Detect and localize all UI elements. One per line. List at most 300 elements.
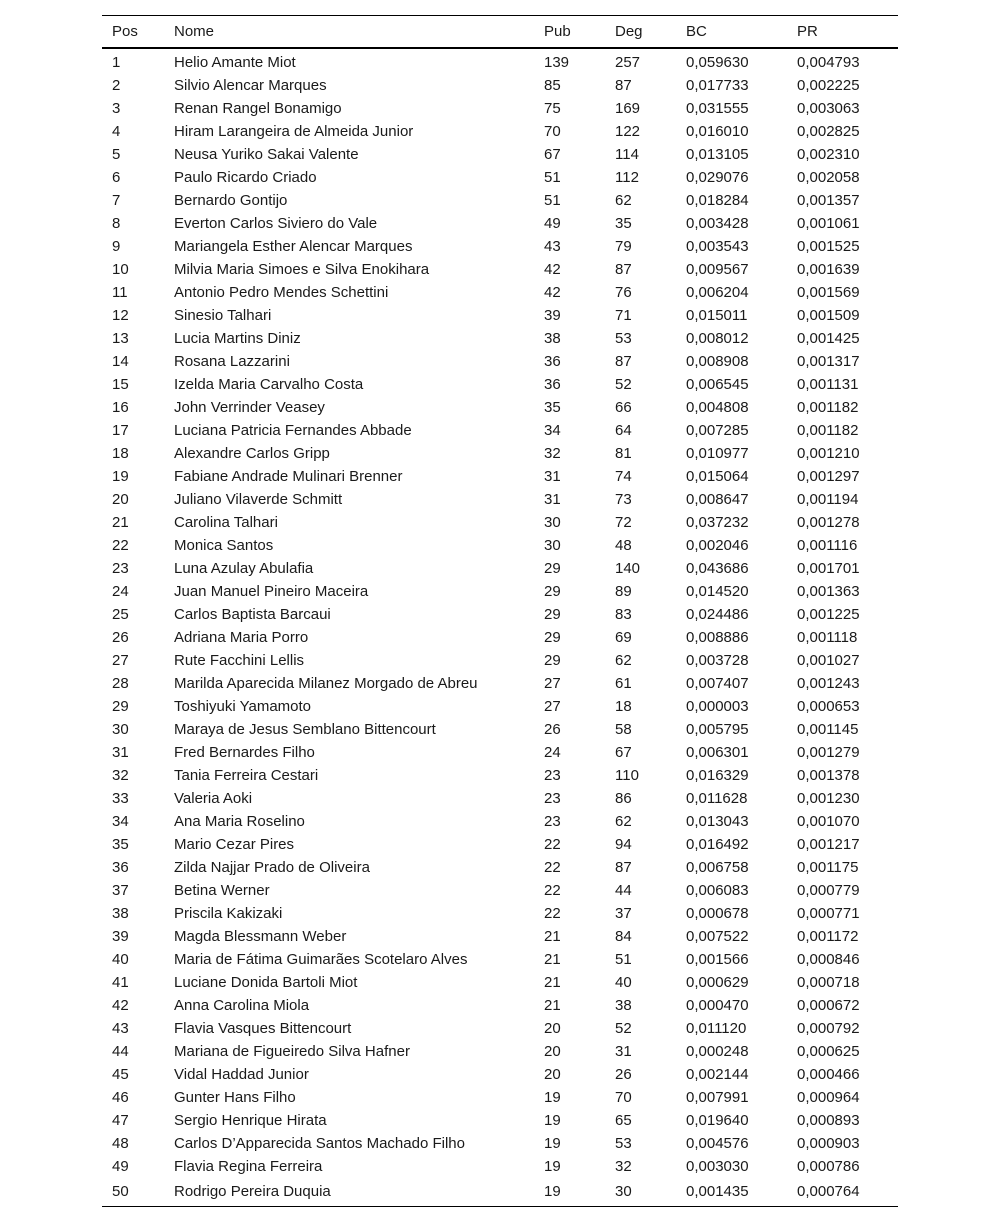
ranking-table xyxy=(102,15,898,1207)
table-row xyxy=(102,741,898,764)
cell-bc: 0,007285 xyxy=(686,422,749,439)
cell-pub: 36 xyxy=(544,353,561,370)
table-row xyxy=(102,1017,898,1040)
cell-pub: 30 xyxy=(544,537,561,554)
cell-pos: 50 xyxy=(112,1182,129,1200)
cell-bc: 0,014520 xyxy=(686,583,749,600)
cell-pub: 29 xyxy=(544,560,561,577)
cell-pr: 0,000672 xyxy=(797,997,860,1014)
cell-deg: 58 xyxy=(615,721,632,738)
cell-deg: 61 xyxy=(615,675,632,692)
cell-nome: Adriana Maria Porro xyxy=(174,629,309,646)
cell-pos: 7 xyxy=(112,192,121,209)
header-bc: BC xyxy=(686,23,707,40)
table-row xyxy=(102,419,898,442)
cell-pos: 8 xyxy=(112,215,121,232)
cell-pr: 0,001210 xyxy=(797,445,860,462)
cell-deg: 70 xyxy=(615,1089,632,1106)
cell-bc: 0,016492 xyxy=(686,836,749,853)
cell-pub: 22 xyxy=(544,836,561,853)
cell-bc: 0,008012 xyxy=(686,330,749,347)
cell-bc: 0,011628 xyxy=(686,790,748,807)
table-row xyxy=(102,833,898,856)
cell-pr: 0,004793 xyxy=(797,54,860,71)
table-row xyxy=(102,1132,898,1155)
table-row xyxy=(102,557,898,580)
cell-bc: 0,004808 xyxy=(686,399,749,416)
table-row xyxy=(102,373,898,396)
table-row xyxy=(102,304,898,327)
cell-nome: Maria de Fátima Guimarães Scotelaro Alves xyxy=(174,951,468,968)
cell-deg: 65 xyxy=(615,1112,632,1129)
table-row xyxy=(102,948,898,971)
cell-pub: 21 xyxy=(544,997,561,1014)
cell-pr: 0,000779 xyxy=(797,882,860,899)
cell-pub: 32 xyxy=(544,445,561,462)
cell-deg: 51 xyxy=(615,951,632,968)
cell-pub: 24 xyxy=(544,744,561,761)
cell-pub: 38 xyxy=(544,330,561,347)
cell-bc: 0,006083 xyxy=(686,882,749,899)
table-row xyxy=(102,971,898,994)
cell-pr: 0,000893 xyxy=(797,1112,860,1129)
cell-pub: 20 xyxy=(544,1043,561,1060)
cell-nome: Helio Amante Miot xyxy=(174,54,296,71)
table-row xyxy=(102,1063,898,1086)
cell-nome: Fabiane Andrade Mulinari Brenner xyxy=(174,468,403,485)
cell-deg: 73 xyxy=(615,491,632,508)
cell-deg: 26 xyxy=(615,1066,632,1083)
cell-deg: 122 xyxy=(615,123,641,140)
cell-bc: 0,001566 xyxy=(686,951,749,968)
cell-pub: 75 xyxy=(544,100,561,117)
table-row xyxy=(102,97,898,120)
table-row xyxy=(102,1109,898,1132)
table-row xyxy=(102,1155,898,1178)
cell-pr: 0,000771 xyxy=(797,905,860,922)
cell-pr: 0,002825 xyxy=(797,123,860,140)
cell-pub: 22 xyxy=(544,905,561,922)
table-header xyxy=(102,16,898,49)
cell-pub: 34 xyxy=(544,422,561,439)
header-pub: Pub xyxy=(544,23,571,40)
cell-nome: Monica Santos xyxy=(174,537,274,554)
cell-nome: Carlos Baptista Barcaui xyxy=(174,606,331,623)
cell-deg: 40 xyxy=(615,974,632,991)
cell-pr: 0,002058 xyxy=(797,169,860,186)
table-row xyxy=(102,143,898,166)
cell-pos: 2 xyxy=(112,77,121,94)
cell-bc: 0,017733 xyxy=(686,77,749,94)
cell-nome: Paulo Ricardo Criado xyxy=(174,169,317,186)
table-row xyxy=(102,511,898,534)
cell-bc: 0,000678 xyxy=(686,905,749,922)
cell-nome: Zilda Najjar Prado de Oliveira xyxy=(174,859,370,876)
cell-pos: 4 xyxy=(112,123,121,140)
cell-pr: 0,000964 xyxy=(797,1089,860,1106)
table-row xyxy=(102,879,898,902)
cell-bc: 0,007407 xyxy=(686,675,749,692)
cell-pr: 0,001317 xyxy=(797,353,860,370)
cell-pub: 19 xyxy=(544,1135,561,1152)
cell-bc: 0,015011 xyxy=(686,307,748,324)
cell-pos: 23 xyxy=(112,560,129,577)
cell-pr: 0,001118 xyxy=(797,629,858,646)
cell-bc: 0,029076 xyxy=(686,169,749,186)
cell-bc: 0,019640 xyxy=(686,1112,749,1129)
cell-nome: Mario Cezar Pires xyxy=(174,836,295,853)
cell-pos: 47 xyxy=(112,1112,129,1129)
cell-bc: 0,008647 xyxy=(686,491,749,508)
cell-pr: 0,001525 xyxy=(797,238,860,255)
cell-pub: 22 xyxy=(544,882,561,899)
cell-deg: 64 xyxy=(615,422,632,439)
cell-deg: 257 xyxy=(615,54,641,71)
cell-pr: 0,001027 xyxy=(797,652,860,669)
table-row xyxy=(102,649,898,672)
cell-deg: 110 xyxy=(615,767,639,784)
table-row xyxy=(102,442,898,465)
cell-pr: 0,001278 xyxy=(797,514,860,531)
table-row xyxy=(102,327,898,350)
cell-pub: 29 xyxy=(544,629,561,646)
cell-bc: 0,006758 xyxy=(686,859,749,876)
cell-pr: 0,000466 xyxy=(797,1066,860,1083)
cell-nome: Luciane Donida Bartoli Miot xyxy=(174,974,358,991)
cell-pos: 26 xyxy=(112,629,129,646)
cell-deg: 169 xyxy=(615,100,641,117)
header-pr: PR xyxy=(797,23,818,40)
cell-pub: 23 xyxy=(544,790,561,807)
cell-deg: 35 xyxy=(615,215,632,232)
cell-pos: 1 xyxy=(112,54,121,71)
cell-pub: 27 xyxy=(544,675,561,692)
cell-deg: 87 xyxy=(615,353,632,370)
cell-pos: 29 xyxy=(112,698,129,715)
cell-deg: 18 xyxy=(615,698,632,715)
cell-deg: 67 xyxy=(615,744,632,761)
header-deg: Deg xyxy=(615,23,643,40)
cell-pr: 0,001279 xyxy=(797,744,860,761)
cell-pr: 0,001061 xyxy=(797,215,860,232)
cell-bc: 0,007991 xyxy=(686,1089,749,1106)
cell-bc: 0,003428 xyxy=(686,215,749,232)
cell-deg: 84 xyxy=(615,928,632,945)
cell-bc: 0,007522 xyxy=(686,928,749,945)
cell-deg: 81 xyxy=(615,445,632,462)
table-row xyxy=(102,603,898,626)
cell-nome: Carlos D’Apparecida Santos Machado Filho xyxy=(174,1135,465,1152)
table-row xyxy=(102,189,898,212)
cell-bc: 0,006204 xyxy=(686,284,749,301)
cell-deg: 74 xyxy=(615,468,632,485)
cell-nome: Maraya de Jesus Semblano Bittencourt xyxy=(174,721,436,738)
table-row xyxy=(102,396,898,419)
cell-pr: 0,001194 xyxy=(797,491,859,508)
cell-bc: 0,003543 xyxy=(686,238,749,255)
cell-bc: 0,006545 xyxy=(686,376,749,393)
cell-pr: 0,000653 xyxy=(797,698,860,715)
cell-nome: Tania Ferreira Cestari xyxy=(174,767,319,784)
cell-deg: 38 xyxy=(615,997,632,1014)
cell-pr: 0,001116 xyxy=(797,537,858,554)
cell-pos: 13 xyxy=(112,330,129,347)
cell-bc: 0,059630 xyxy=(686,54,749,71)
cell-pr: 0,001172 xyxy=(797,928,859,945)
cell-pos: 10 xyxy=(112,261,129,278)
cell-pos: 24 xyxy=(112,583,129,600)
cell-nome: Rute Facchini Lellis xyxy=(174,652,305,669)
cell-nome: Rodrigo Pereira Duquia xyxy=(174,1182,331,1200)
cell-deg: 79 xyxy=(615,238,632,255)
cell-deg: 62 xyxy=(615,652,632,669)
table-row xyxy=(102,994,898,1017)
table-row xyxy=(102,626,898,649)
cell-pos: 11 xyxy=(112,284,128,301)
cell-nome: Hiram Larangeira de Almeida Junior xyxy=(174,123,414,140)
cell-pos: 30 xyxy=(112,721,129,738)
cell-pos: 27 xyxy=(112,652,129,669)
cell-pos: 49 xyxy=(112,1158,129,1175)
cell-pub: 19 xyxy=(544,1182,561,1200)
cell-pub: 85 xyxy=(544,77,561,94)
cell-bc: 0,013043 xyxy=(686,813,749,830)
cell-deg: 87 xyxy=(615,859,632,876)
cell-nome: Vidal Haddad Junior xyxy=(174,1066,309,1083)
cell-deg: 52 xyxy=(615,376,632,393)
cell-bc: 0,000003 xyxy=(686,698,749,715)
cell-pr: 0,001297 xyxy=(797,468,860,485)
cell-pub: 43 xyxy=(544,238,561,255)
cell-pr: 0,001243 xyxy=(797,675,860,692)
cell-pos: 38 xyxy=(112,905,129,922)
cell-bc: 0,004576 xyxy=(686,1135,749,1152)
cell-nome: Milvia Maria Simoes e Silva Enokihara xyxy=(174,261,430,278)
cell-bc: 0,016329 xyxy=(686,767,749,784)
cell-pos: 21 xyxy=(112,514,129,531)
table-row xyxy=(102,488,898,511)
cell-pr: 0,001509 xyxy=(797,307,860,324)
table-row xyxy=(102,810,898,833)
cell-nome: Valeria Aoki xyxy=(174,790,253,807)
cell-pub: 21 xyxy=(544,951,561,968)
cell-pos: 14 xyxy=(112,353,129,370)
cell-bc: 0,003030 xyxy=(686,1158,749,1175)
cell-pr: 0,001363 xyxy=(797,583,860,600)
cell-pos: 16 xyxy=(112,399,129,416)
table-row xyxy=(102,534,898,557)
ranking-table-container xyxy=(102,15,898,1207)
cell-pr: 0,001070 xyxy=(797,813,860,830)
cell-pub: 49 xyxy=(544,215,561,232)
cell-nome: Toshiyuki Yamamoto xyxy=(174,698,312,715)
header-pos: Pos xyxy=(112,23,138,40)
cell-nome: Bernardo Gontijo xyxy=(174,192,288,209)
cell-pub: 42 xyxy=(544,284,561,301)
cell-bc: 0,008886 xyxy=(686,629,749,646)
cell-pub: 67 xyxy=(544,146,561,163)
cell-pos: 46 xyxy=(112,1089,129,1106)
table-row xyxy=(102,902,898,925)
cell-nome: Marilda Aparecida Milanez Morgado de Abreu xyxy=(174,675,478,692)
cell-bc: 0,002144 xyxy=(686,1066,749,1083)
header-row xyxy=(102,16,898,49)
cell-bc: 0,005795 xyxy=(686,721,749,738)
cell-pub: 39 xyxy=(544,307,561,324)
table-row xyxy=(102,235,898,258)
cell-nome: Anna Carolina Miola xyxy=(174,997,310,1014)
cell-bc: 0,024486 xyxy=(686,606,749,623)
cell-nome: Rosana Lazzarini xyxy=(174,353,290,370)
cell-nome: Renan Rangel Bonamigo xyxy=(174,100,342,117)
cell-pos: 42 xyxy=(112,997,129,1014)
cell-pr: 0,001701 xyxy=(797,560,860,577)
cell-pos: 39 xyxy=(112,928,129,945)
cell-pr: 0,001131 xyxy=(797,376,859,393)
cell-nome: Sergio Henrique Hirata xyxy=(174,1112,327,1129)
cell-pos: 33 xyxy=(112,790,129,807)
cell-pub: 27 xyxy=(544,698,561,715)
cell-pos: 40 xyxy=(112,951,129,968)
cell-bc: 0,003728 xyxy=(686,652,749,669)
cell-nome: Silvio Alencar Marques xyxy=(174,77,327,94)
cell-deg: 83 xyxy=(615,606,632,623)
cell-nome: Carolina Talhari xyxy=(174,514,278,531)
table-row xyxy=(102,258,898,281)
cell-pub: 19 xyxy=(544,1158,561,1175)
cell-pr: 0,000846 xyxy=(797,951,860,968)
cell-pr: 0,002225 xyxy=(797,77,860,94)
cell-deg: 31 xyxy=(615,1043,632,1060)
cell-nome: Priscila Kakizaki xyxy=(174,905,283,922)
header-nome: Nome xyxy=(174,23,215,40)
cell-pos: 28 xyxy=(112,675,129,692)
cell-pub: 42 xyxy=(544,261,561,278)
cell-bc: 0,013105 xyxy=(686,146,749,163)
cell-nome: Ana Maria Roselino xyxy=(174,813,305,830)
cell-deg: 114 xyxy=(615,146,639,163)
cell-pub: 70 xyxy=(544,123,561,140)
cell-bc: 0,002046 xyxy=(686,537,749,554)
cell-pr: 0,001225 xyxy=(797,606,860,623)
cell-pub: 29 xyxy=(544,606,561,623)
cell-pos: 35 xyxy=(112,836,129,853)
cell-nome: Sinesio Talhari xyxy=(174,307,272,324)
cell-deg: 86 xyxy=(615,790,632,807)
cell-nome: Mariana de Figueiredo Silva Hafner xyxy=(174,1043,410,1060)
cell-nome: Betina Werner xyxy=(174,882,270,899)
cell-bc: 0,018284 xyxy=(686,192,749,209)
cell-pr: 0,000903 xyxy=(797,1135,860,1152)
cell-deg: 37 xyxy=(615,905,632,922)
cell-nome: Izelda Maria Carvalho Costa xyxy=(174,376,364,393)
cell-nome: Lucia Martins Diniz xyxy=(174,330,301,347)
cell-bc: 0,043686 xyxy=(686,560,749,577)
cell-deg: 62 xyxy=(615,192,632,209)
cell-deg: 53 xyxy=(615,330,632,347)
cell-pub: 26 xyxy=(544,721,561,738)
cell-pub: 29 xyxy=(544,652,561,669)
cell-pr: 0,003063 xyxy=(797,100,860,117)
cell-pr: 0,001569 xyxy=(797,284,860,301)
cell-deg: 87 xyxy=(615,77,632,94)
cell-bc: 0,011120 xyxy=(686,1020,747,1037)
cell-deg: 53 xyxy=(615,1135,632,1152)
cell-pos: 44 xyxy=(112,1043,129,1060)
cell-deg: 112 xyxy=(615,169,639,186)
table-row xyxy=(102,350,898,373)
cell-pos: 6 xyxy=(112,169,121,186)
cell-pr: 0,000764 xyxy=(797,1182,860,1200)
cell-bc: 0,000470 xyxy=(686,997,749,1014)
cell-pub: 29 xyxy=(544,583,561,600)
cell-nome: Juliano Vilaverde Schmitt xyxy=(174,491,343,508)
cell-pub: 21 xyxy=(544,928,561,945)
cell-pos: 19 xyxy=(112,468,129,485)
table-row xyxy=(102,672,898,695)
cell-pos: 3 xyxy=(112,100,121,117)
table-row xyxy=(102,764,898,787)
table-row xyxy=(102,856,898,879)
cell-pr: 0,002310 xyxy=(797,146,860,163)
cell-pub: 23 xyxy=(544,767,561,784)
cell-pos: 43 xyxy=(112,1020,129,1037)
cell-pub: 20 xyxy=(544,1020,561,1037)
cell-nome: Mariangela Esther Alencar Marques xyxy=(174,238,413,255)
cell-pr: 0,001145 xyxy=(797,721,859,738)
table-row xyxy=(102,1086,898,1109)
cell-bc: 0,008908 xyxy=(686,353,749,370)
cell-deg: 32 xyxy=(615,1158,632,1175)
cell-deg: 94 xyxy=(615,836,632,853)
cell-pr: 0,000625 xyxy=(797,1043,860,1060)
cell-nome: John Verrinder Veasey xyxy=(174,399,325,416)
cell-nome: Fred Bernardes Filho xyxy=(174,744,315,761)
cell-bc: 0,000248 xyxy=(686,1043,749,1060)
cell-pos: 25 xyxy=(112,606,129,623)
cell-pos: 36 xyxy=(112,859,129,876)
table-row xyxy=(102,580,898,603)
cell-pub: 19 xyxy=(544,1112,561,1129)
cell-deg: 52 xyxy=(615,1020,632,1037)
cell-pub: 31 xyxy=(544,491,561,508)
cell-bc: 0,006301 xyxy=(686,744,749,761)
table-row xyxy=(102,718,898,741)
cell-pos: 31 xyxy=(112,744,129,761)
cell-pub: 139 xyxy=(544,54,570,71)
cell-pr: 0,000786 xyxy=(797,1158,860,1175)
cell-bc: 0,010977 xyxy=(686,445,749,462)
table-row xyxy=(102,695,898,718)
cell-pr: 0,001217 xyxy=(797,836,860,853)
cell-pr: 0,000792 xyxy=(797,1020,860,1037)
cell-bc: 0,016010 xyxy=(686,123,749,140)
table-row xyxy=(102,281,898,304)
cell-pos: 22 xyxy=(112,537,129,554)
cell-pr: 0,001182 xyxy=(797,399,859,416)
cell-nome: Flavia Regina Ferreira xyxy=(174,1158,323,1175)
cell-bc: 0,031555 xyxy=(686,100,749,117)
cell-pr: 0,001378 xyxy=(797,767,860,784)
cell-deg: 30 xyxy=(615,1182,632,1200)
cell-deg: 48 xyxy=(615,537,632,554)
cell-nome: Everton Carlos Siviero do Vale xyxy=(174,215,378,232)
cell-bc: 0,037232 xyxy=(686,514,749,531)
cell-pr: 0,001182 xyxy=(797,422,859,439)
cell-deg: 62 xyxy=(615,813,632,830)
cell-pub: 31 xyxy=(544,468,561,485)
cell-bc: 0,015064 xyxy=(686,468,749,485)
